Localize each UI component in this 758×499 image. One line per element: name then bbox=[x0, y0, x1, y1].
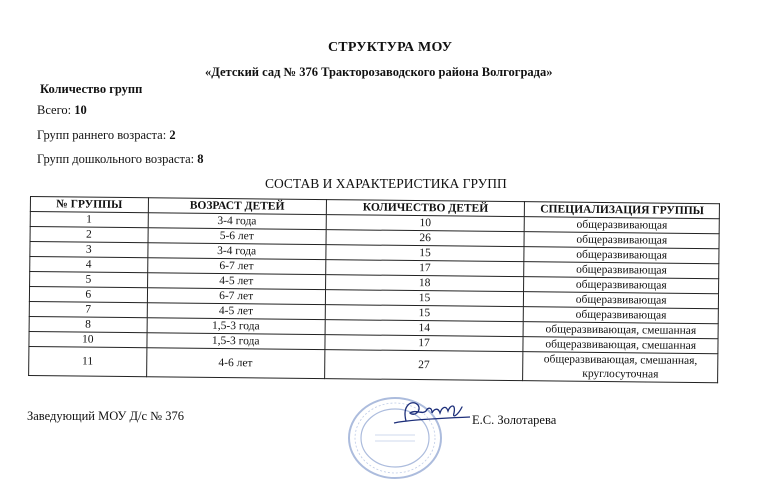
document-subtitle: «Детский сад № 376 Тракторозаводского района Волгограда» bbox=[205, 65, 553, 79]
cell-count: 18 bbox=[325, 275, 524, 292]
cell-count: 15 bbox=[325, 305, 524, 322]
cell-count: 17 bbox=[325, 335, 524, 352]
cell-group-number: 10 bbox=[29, 331, 147, 347]
groups-table bbox=[28, 196, 720, 383]
head-signatory: Е.С. Золотарева bbox=[472, 413, 557, 427]
cell-count: 10 bbox=[326, 215, 525, 232]
cell-count: 14 bbox=[325, 320, 524, 337]
cell-age: 6-7 лет bbox=[147, 288, 325, 305]
cell-age: 3-4 года bbox=[148, 213, 326, 230]
header-specialization: СПЕЦИАЛИЗАЦИЯ ГРУППЫ bbox=[525, 202, 720, 219]
cell-age: 1,5-3 года bbox=[147, 318, 325, 335]
header-children-age: ВОЗРАСТ ДЕТЕЙ bbox=[148, 198, 326, 215]
summary-label: Групп дошкольного возраста: bbox=[37, 152, 198, 166]
cell-count: 15 bbox=[326, 245, 525, 262]
cell-specialization: общеразвивающая bbox=[524, 307, 719, 324]
cell-group-number: 6 bbox=[29, 287, 147, 303]
summary-value: 10 bbox=[74, 103, 87, 117]
summary-early-age bbox=[37, 128, 176, 143]
summary-value: 2 bbox=[169, 128, 176, 142]
cell-group-number: 3 bbox=[30, 242, 148, 258]
cell-specialization: общеразвивающая, смешанная bbox=[524, 322, 719, 339]
cell-age: 6-7 лет bbox=[147, 258, 325, 275]
cell-age: 4-5 лет bbox=[147, 303, 325, 320]
summary-preschool-age bbox=[37, 152, 203, 167]
cell-specialization: общеразвивающая bbox=[524, 247, 719, 264]
cell-specialization: общеразвивающая bbox=[524, 262, 719, 279]
header-group-number: № ГРУППЫ bbox=[30, 197, 148, 213]
cell-group-number: 4 bbox=[30, 257, 148, 273]
cell-group-number: 1 bbox=[30, 212, 148, 228]
head-position: Заведующий МОУ Д/с № 376 bbox=[27, 409, 184, 423]
cell-specialization: общеразвивающая bbox=[525, 217, 720, 234]
cell-group-number: 8 bbox=[29, 316, 147, 332]
summary-total bbox=[37, 103, 87, 118]
cell-specialization: общеразвивающая bbox=[524, 292, 719, 309]
cell-age: 3-4 года bbox=[148, 243, 326, 260]
cell-group-number: 7 bbox=[29, 301, 147, 317]
cell-count: 26 bbox=[326, 230, 525, 247]
cell-group-number: 2 bbox=[30, 227, 148, 243]
summary-label: Всего: bbox=[37, 103, 75, 117]
cell-age: 4-5 лет bbox=[147, 273, 325, 290]
cell-specialization: общеразвивающая bbox=[524, 277, 719, 294]
cell-count: 27 bbox=[324, 350, 523, 381]
cell-count: 17 bbox=[325, 260, 524, 277]
cell-specialization: общеразвивающая, смешанная bbox=[523, 337, 718, 354]
cell-age: 5-6 лет bbox=[148, 228, 326, 245]
cell-specialization: общеразвивающая, смешанная, круглосуточная bbox=[523, 352, 718, 383]
table-title: СОСТАВ И ХАРАКТЕРИСТИКА ГРУПП bbox=[265, 176, 507, 191]
summary-value: 8 bbox=[197, 152, 204, 166]
cell-group-number: 5 bbox=[30, 272, 148, 288]
cell-group-number: 11 bbox=[29, 346, 147, 376]
groups-heading: Количество групп bbox=[40, 82, 143, 96]
cell-specialization: общеразвивающая bbox=[524, 232, 719, 249]
header-children-count: КОЛИЧЕСТВО ДЕТЕЙ bbox=[326, 200, 525, 217]
document-title: СТРУКТУРА МОУ bbox=[328, 40, 453, 55]
cell-count: 15 bbox=[325, 290, 524, 307]
summary-label: Групп раннего возраста: bbox=[37, 128, 170, 142]
signature-icon bbox=[392, 395, 472, 429]
cell-age: 1,5-3 года bbox=[147, 333, 325, 350]
cell-age: 4-6 лет bbox=[146, 348, 324, 379]
